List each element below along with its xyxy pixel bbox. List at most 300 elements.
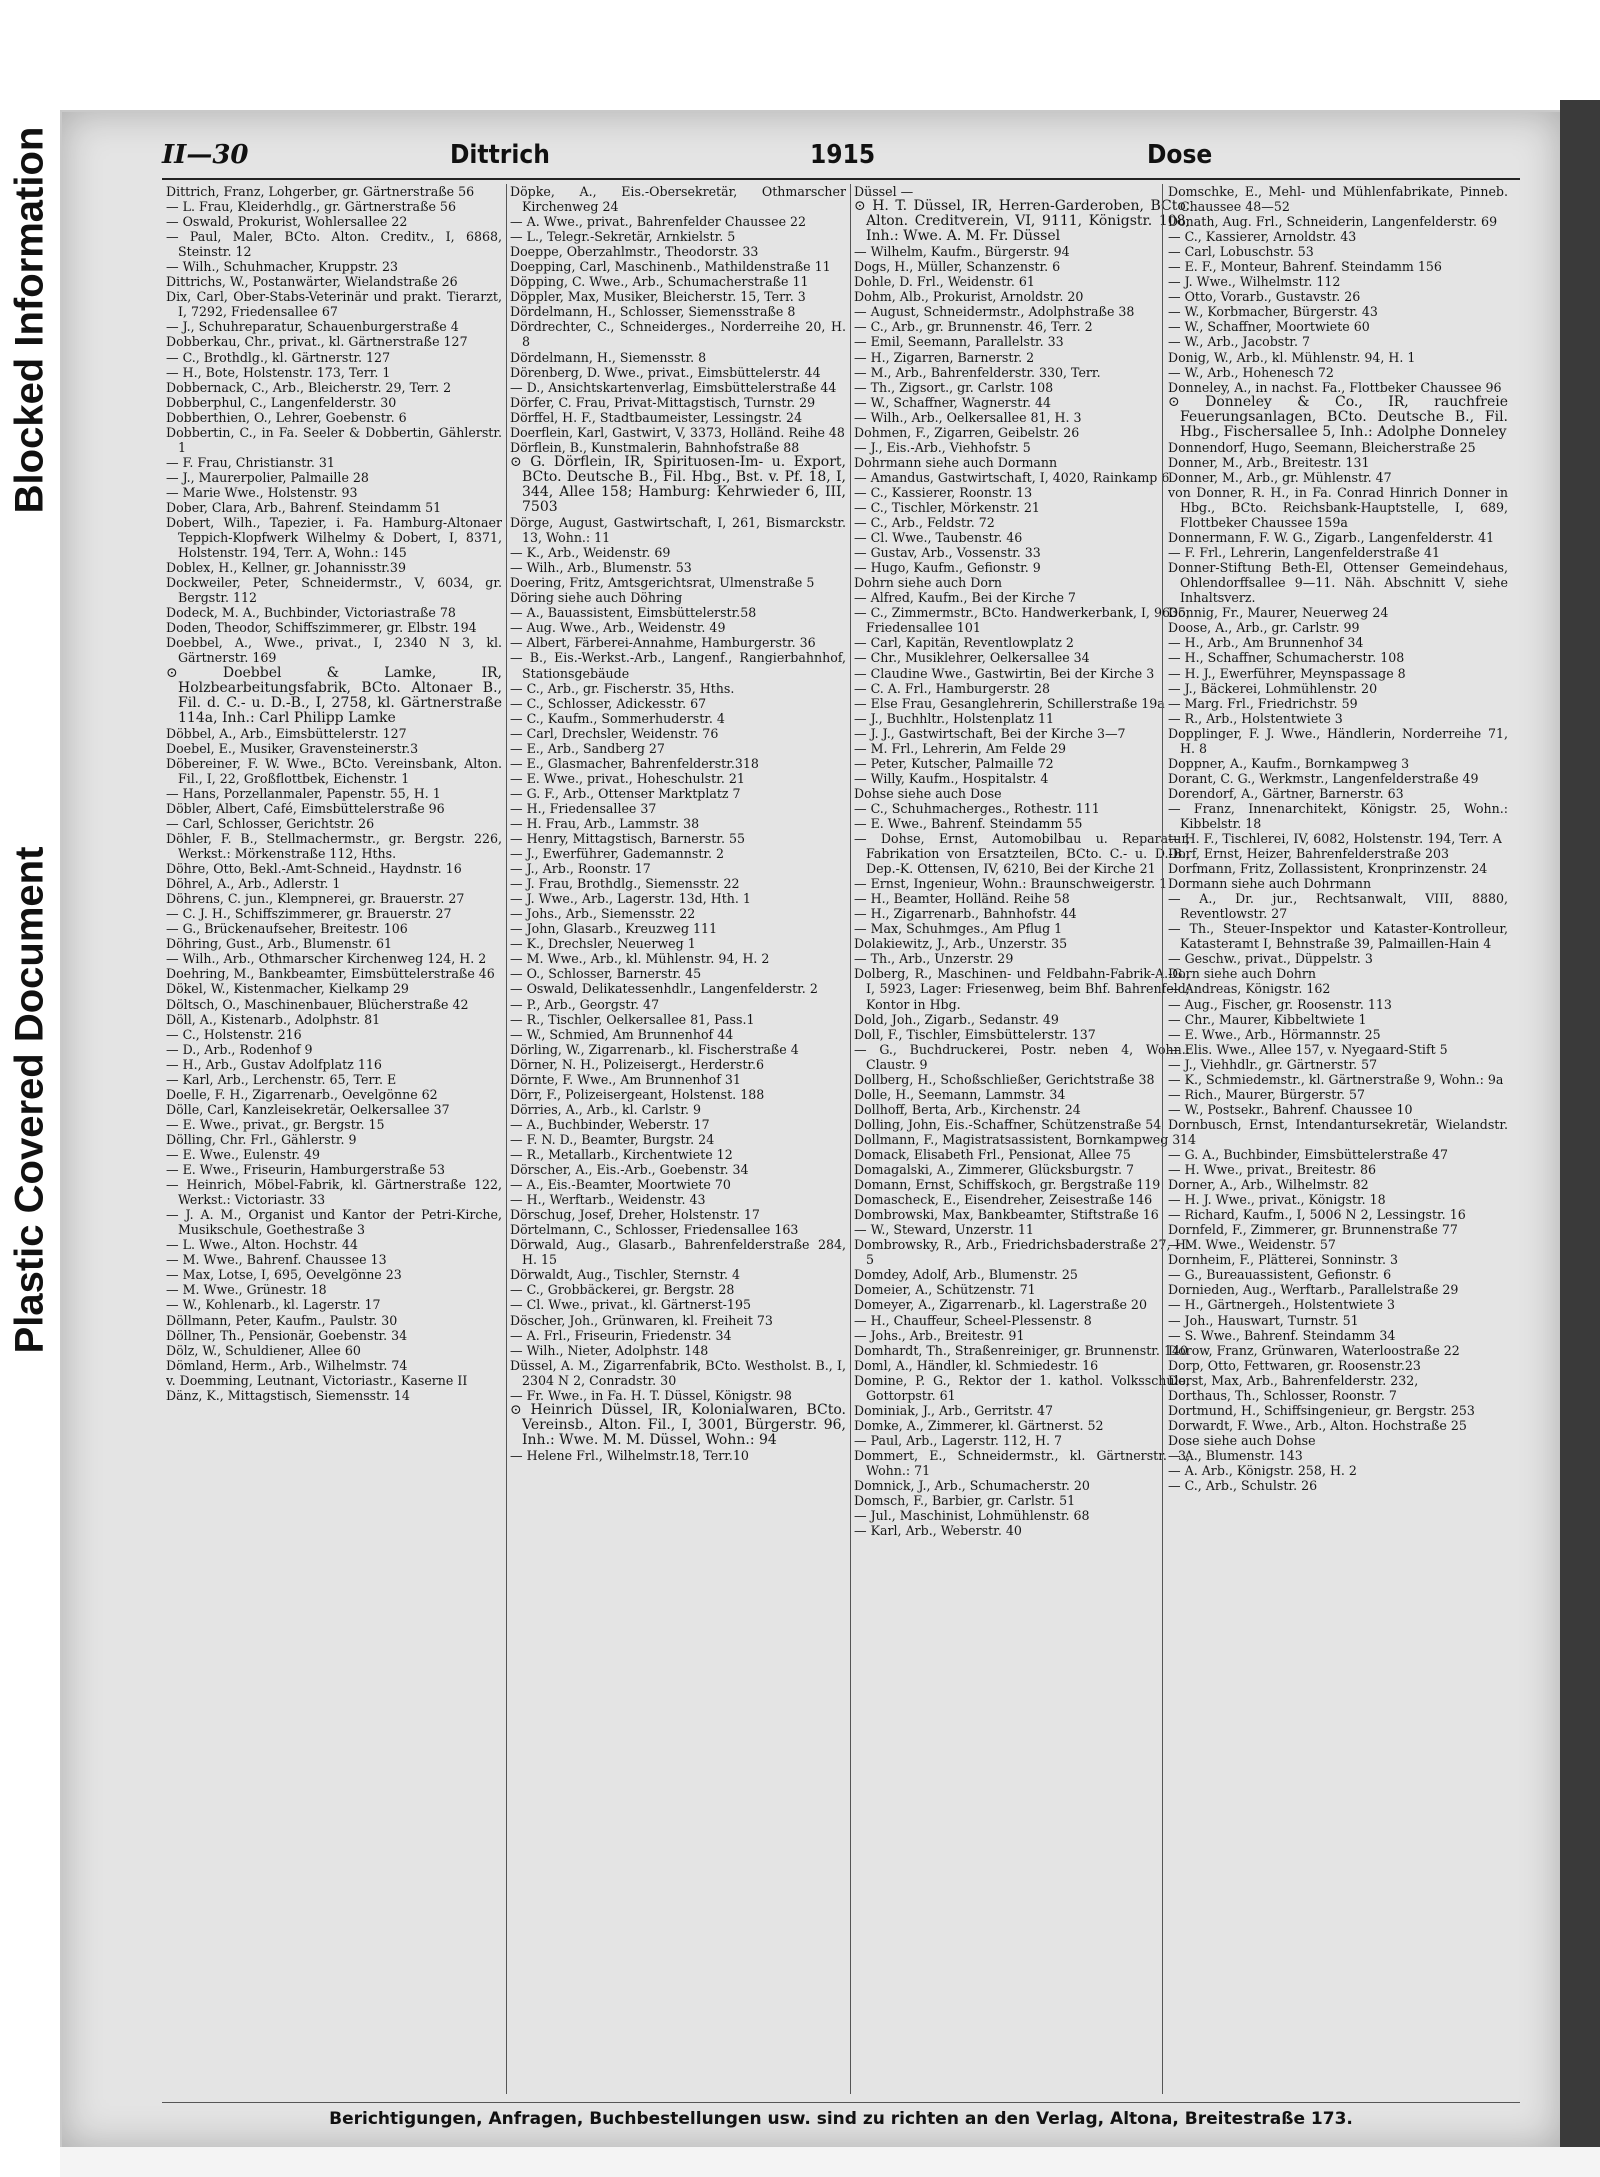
directory-entry: — M. Frl., Lehrerin, Am Felde 29 bbox=[854, 740, 1066, 756]
directory-entry: — C., Brothdlg., kl. Gärtnerstr. 127 bbox=[166, 349, 391, 365]
directory-entry: Dortmund, H., Schiffsingenieur, gr. Bergstr. 253 bbox=[1168, 1402, 1475, 1418]
directory-entry: — Karl, Arb., Weberstr. 40 bbox=[854, 1523, 1022, 1539]
directory-entry: Donner, M., Arb., gr. Mühlenstr. 47 bbox=[1168, 469, 1392, 485]
directory-entry: — Wilh., Arb., Blumenstr. 53 bbox=[510, 560, 692, 576]
directory-entry: — Cl. Wwe., Taubenstr. 46 bbox=[854, 530, 1023, 546]
directory-entry: Dänz, K., Mittagstisch, Siemensstr. 14 bbox=[166, 1387, 410, 1403]
directory-entry: — C. J. H., Schiffszimmerer, gr. Brauerstr. 27 bbox=[166, 906, 452, 922]
directory-entry: — Andreas, Königstr. 162 bbox=[1168, 981, 1331, 997]
directory-entry: Döpping, C. Wwe., Arb., Schumacherstraße 11 bbox=[510, 274, 809, 290]
header-rule bbox=[162, 178, 1520, 180]
directory-entry: Doebel, E., Musiker, Gravensteinerstr.3 bbox=[166, 740, 419, 756]
directory-entry: — A., Dr. jur., Rechtsanwalt, VIII, 8880, Reventlowstr. 27 bbox=[1168, 891, 1508, 922]
plastic-covered-label: Plastic Covered Document bbox=[7, 846, 52, 1354]
directory-entry: ⊙ Heinrich Düssel, IR, Kolonialwaren, BCto. Vereinsb., Alton. Fil., I, 3001, Bürgerstr. 96, Inh.: Wwe. M. M. Düssel, Wohn.: 94 bbox=[510, 1401, 846, 1448]
directory-entry: — E. Wwe., Arb., Hörmannstr. 25 bbox=[1168, 1026, 1381, 1042]
directory-entry: Dörling, W., Zigarrenarb., kl. Fischerstraße 4 bbox=[510, 1041, 799, 1057]
directory-entry: — Aug. Wwe., Arb., Weidenstr. 49 bbox=[510, 620, 726, 636]
directory-entry: — Oswald, Delikatessenhdlr., Langenfelderstr. 2 bbox=[510, 981, 818, 997]
directory-entry: — Th., Zigsort., gr. Carlstr. 108 bbox=[854, 379, 1054, 395]
directory-entry: — Paul, Maler, BCto. Alton. Creditv., I, 6868, Steinstr. 12 bbox=[166, 229, 502, 260]
directory-entry: Dobberthien, O., Lehrer, Goebenstr. 6 bbox=[166, 409, 407, 425]
directory-entry: Dohle, D. Frl., Weidenstr. 61 bbox=[854, 274, 1035, 290]
directory-entry: — J. Wwe., Wilhelmstr. 112 bbox=[1168, 274, 1341, 290]
directory-entry: Dold, Joh., Zigarb., Sedanstr. 49 bbox=[854, 1011, 1059, 1027]
directory-entry: — J. A. M., Organist und Kantor der Petri-Kirche, Musikschule, Goethestraße 3 bbox=[166, 1207, 502, 1238]
directory-entry: Dorn siehe auch Dohrn bbox=[1168, 966, 1317, 982]
column-divider bbox=[506, 184, 507, 2094]
directory-entry: — E. Wwe., privat., gr. Bergstr. 15 bbox=[166, 1116, 385, 1132]
directory-entry: Dominiak, J., Arb., Gerritstr. 47 bbox=[854, 1402, 1054, 1418]
directory-entry: Donath, Aug. Frl., Schneiderin, Langenfelderstr. 69 bbox=[1168, 214, 1498, 230]
column-1 bbox=[166, 184, 502, 2094]
directory-entry: — Rich., Maurer, Bürgerstr. 57 bbox=[1168, 1086, 1366, 1102]
directory-entry: — Joh., Hauswart, Turnstr. 51 bbox=[1168, 1312, 1359, 1328]
directory-entry: — J., Viehhdlr., gr. Gärtnerstr. 57 bbox=[1168, 1056, 1378, 1072]
directory-entry: — C., Arb., gr. Fischerstr. 35, Hths. bbox=[510, 680, 735, 696]
directory-entry: — E. Wwe., Friseurin, Hamburgerstraße 53 bbox=[166, 1162, 446, 1178]
directory-entry: Dörr, F., Polizeisergeant, Holstenst. 188 bbox=[510, 1086, 765, 1102]
directory-entry: — C., Schlosser, Adickesstr. 67 bbox=[510, 695, 707, 711]
directory-entry: Doeppe, Oberzahlmstr., Theodorstr. 33 bbox=[510, 244, 759, 260]
directory-entry: Döhring, Gust., Arb., Blumenstr. 61 bbox=[166, 936, 392, 952]
directory-entry: — H., Arb., Gustav Adolfplatz 116 bbox=[166, 1056, 382, 1072]
directory-entry: ⊙ Doebbel & Lamke, IR, Holzbearbeitungsfabrik, BCto. Altonaer B., Fil. d. C.- u. D.-B., I, 2758, kl. Gärtnerstraße 114a, Inh.: Carl Philipp Lamke bbox=[166, 664, 502, 726]
directory-entry: Doden, Theodor, Schiffszimmerer, gr. Elbstr. 194 bbox=[166, 620, 477, 636]
directory-entry: — H., Bote, Holstenstr. 173, Terr. 1 bbox=[166, 364, 391, 380]
directory-entry: — H. Frau, Arb., Lammstr. 38 bbox=[510, 815, 700, 831]
directory-entry: — R., Metallarb., Kirchentwiete 12 bbox=[510, 1147, 733, 1162]
directory-entry: — M. Wwe., Weidenstr. 57 bbox=[1168, 1237, 1336, 1253]
directory-entry: — M. Wwe., Bahrenf. Chaussee 13 bbox=[166, 1252, 387, 1268]
column-4 bbox=[1168, 184, 1508, 2094]
directory-entry: — Wilh., Arb., Oelkersallee 81, H. 3 bbox=[854, 409, 1082, 425]
column-divider bbox=[1162, 184, 1163, 2094]
directory-entry: — E. Wwe., privat., Hoheschulstr. 21 bbox=[510, 770, 745, 786]
directory-entry: — J., Maurerpolier, Palmaille 28 bbox=[166, 469, 369, 485]
directory-entry: v. Doemming, Leutnant, Victoriastr., Kaserne II bbox=[166, 1372, 468, 1388]
directory-entry: Döbereiner, F. W. Wwe., BCto. Vereinsbank, Alton. Fil., I, 22, Großflottbek, Eichenstr. 1 bbox=[166, 755, 502, 786]
directory-entry: Donig, W., Arb., kl. Mühlenstr. 94, H. 1 bbox=[1168, 349, 1416, 365]
directory-entry: — Ernst, Ingenieur, Wohn.: Braunschweigerstr. 1 bbox=[854, 876, 1168, 892]
directory-entry: — H., Beamter, Holländ. Reihe 58 bbox=[854, 891, 1070, 907]
directory-entry: ⊙ G. Dörflein, IR, Spirituosen-Im- u. Export, BCto. Deutsche B., Fil. Hbg., Bst. v. Pf. 18, I, 344, Allee 158; Hamburg: Kehrwieder 6, III, 7503 bbox=[510, 453, 846, 515]
directory-entry: Domhardt, Th., Straßenreiniger, gr. Brunnenstr. 140 bbox=[854, 1342, 1188, 1358]
directory-entry: — Wilhelm, Kaufm., Bürgerstr. 94 bbox=[854, 244, 1070, 260]
directory-entry: — Helene Frl., Wilhelmstr.18, Terr.10 bbox=[510, 1447, 749, 1463]
directory-entry: — Wilh., Arb., Othmarscher Kirchenweg 124, H. 2 bbox=[166, 951, 487, 967]
directory-entry: — August, Schneidermstr., Adolphstraße 38 bbox=[854, 304, 1135, 320]
page-header bbox=[62, 140, 1560, 174]
directory-entry: Doose, A., Arb., gr. Carlstr. 99 bbox=[1168, 620, 1360, 636]
directory-entry: Dorfmann, Fritz, Zollassistent, Kronprinzenstr. 24 bbox=[1168, 861, 1488, 877]
directory-entry: Dorwardt, F. Wwe., Arb., Alton. Hochstraße 25 bbox=[1168, 1417, 1467, 1433]
page-number: II—30 bbox=[162, 140, 249, 170]
directory-entry: — Elis. Wwe., Allee 157, v. Nyegaard-Stift 5 bbox=[1168, 1041, 1448, 1057]
directory-entry: — J., Buchhltr., Holstenplatz 11 bbox=[854, 710, 1055, 726]
directory-entry: Dörner, N. H., Polizeisergt., Herderstr.6 bbox=[510, 1056, 765, 1072]
book-edge bbox=[1560, 100, 1600, 2177]
directory-entry: — D., Ansichtskartenverlag, Eimsbüttelerstraße 44 bbox=[510, 379, 837, 395]
directory-entry: Dolakiewitz, J., Arb., Unzerstr. 35 bbox=[854, 936, 1068, 952]
directory-entry: Düssel, A. M., Zigarrenfabrik, BCto. Westholst. B., I, 2304 N 2, Conradstr. 30 bbox=[510, 1357, 846, 1388]
directory-entry: Döbler, Albert, Café, Eimsbüttelerstraße 96 bbox=[166, 800, 445, 816]
directory-entry: — Otto, Vorarb., Gustavstr. 26 bbox=[1168, 289, 1361, 305]
directory-entry: Dorp, Otto, Fettwaren, gr. Roosenstr.23 bbox=[1168, 1357, 1421, 1373]
directory-entry: — A., Buchbinder, Weberstr. 17 bbox=[510, 1116, 710, 1132]
directory-entry: — Wilh., Schuhmacher, Kruppstr. 23 bbox=[166, 259, 399, 275]
directory-entry: — C., Zimmermstr., BCto. Handwerkerbank, I, 9635, Friedensallee 101 bbox=[854, 605, 1190, 636]
directory-entry: Dorthaus, Th., Schlosser, Roonstr. 7 bbox=[1168, 1387, 1397, 1403]
directory-entry: Dohm, Alb., Prokurist, Arnoldstr. 20 bbox=[854, 289, 1084, 305]
directory-entry: Donnendorf, Hugo, Seemann, Bleicherstraße 25 bbox=[1168, 439, 1476, 455]
directory-entry: Dorst, Max, Arb., Bahrenfelderstr. 232, bbox=[1168, 1372, 1419, 1388]
directory-entry: Döbbel, A., Arb., Eimsbüttelerstr. 127 bbox=[166, 725, 407, 741]
directory-entry: — L. Frau, Kleiderhdlg., gr. Gärtnerstraße 56 bbox=[166, 199, 456, 215]
directory-entry: — E., Glasmacher, Bahrenfelderstr.318 bbox=[510, 755, 759, 771]
directory-entry: — K., Arb., Weidenstr. 69 bbox=[510, 545, 671, 561]
directory-entry: Dobberphul, C., Langenfelderstr. 30 bbox=[166, 394, 397, 410]
directory-entry: — Emil, Seemann, Parallelstr. 33 bbox=[854, 334, 1064, 350]
directory-entry: — K., Schmiedemstr., kl. Gärtnerstraße 9, Wohn.: 9a bbox=[1168, 1071, 1504, 1087]
directory-entry: — H. J. Wwe., privat., Königstr. 18 bbox=[1168, 1192, 1386, 1208]
directory-entry: Dörge, August, Gastwirtschaft, I, 261, Bismarckstr. 13, Wohn.: 11 bbox=[510, 515, 846, 546]
directory-entry: Dorner, A., Arb., Wilhelmstr. 82 bbox=[1168, 1177, 1369, 1193]
directory-entry: Dörries, A., Arb., kl. Carlstr. 9 bbox=[510, 1101, 701, 1117]
directory-entry: — W., Schaffner, Moortwiete 60 bbox=[1168, 319, 1370, 335]
directory-entry: Doll, F., Tischler, Eimsbüttelerstr. 137 bbox=[854, 1026, 1096, 1042]
directory-entry: Düssel — bbox=[854, 184, 914, 199]
directory-entry: Dörflein, B., Kunstmalerin, Bahnhofstraße 88 bbox=[510, 439, 800, 455]
directory-entry: Döllner, Th., Pensionär, Goebenstr. 34 bbox=[166, 1327, 408, 1343]
first-entry-word: Dittrich bbox=[450, 140, 550, 170]
directory-entry: — G., Bureauassistent, Gefionstr. 6 bbox=[1168, 1267, 1392, 1283]
directory-entry: Dömland, Herm., Arb., Wilhelmstr. 74 bbox=[166, 1357, 408, 1373]
directory-entry: Dölz, W., Schuldiener, Allee 60 bbox=[166, 1342, 361, 1358]
directory-entry: — C., Kassierer, Roonstr. 13 bbox=[854, 484, 1033, 500]
directory-entry: Dohmen, F., Zigarren, Geibelstr. 26 bbox=[854, 424, 1080, 440]
directory-entry: Domke, A., Zimmerer, kl. Gärtnerst. 52 bbox=[854, 1417, 1104, 1433]
directory-entry: Döhre, Otto, Bekl.-Amt-Schneid., Haydnstr. 16 bbox=[166, 861, 462, 877]
directory-entry: Döscher, Joh., Grünwaren, kl. Freiheit 73 bbox=[510, 1312, 773, 1328]
directory-entry: — F. Frau, Christianstr. 31 bbox=[166, 454, 335, 470]
directory-entry: — Max, Lotse, I, 695, Oevelgönne 23 bbox=[166, 1267, 402, 1283]
directory-entry: — Jul., Maschinist, Lohmühlenstr. 68 bbox=[854, 1508, 1090, 1524]
directory-entry: — Alfred, Kaufm., Bei der Kirche 7 bbox=[854, 590, 1076, 606]
directory-entry: Dodeck, M. A., Buchbinder, Victoriastraße 78 bbox=[166, 605, 456, 621]
directory-entry: Donnig, Fr., Maurer, Neuerweg 24 bbox=[1168, 605, 1389, 621]
directory-entry: — C., Grobbäckerei, gr. Bergstr. 28 bbox=[510, 1282, 735, 1298]
directory-entry: — E., Arb., Sandberg 27 bbox=[510, 740, 665, 756]
directory-entry: — Claudine Wwe., Gastwirtin, Bei der Kirche 3 bbox=[854, 665, 1155, 681]
directory-entry: ⊙ Donneley & Co., IR, rauchfreie Feuerungsanlagen, BCto. Deutsche B., Fil. Hbg., Fischersallee 5, Inh.: Adolphe Donneley bbox=[1168, 393, 1508, 440]
directory-entry: — Dohse, Ernst, Automobilbau u. Reparatur, Fabrikation von Ersatzteilen, BCto. C.- u. D.-B., Dep.-K. Ottensen, IV, 6210, Bei der Kirche 21 bbox=[854, 831, 1190, 877]
directory-entry: — A., Bauassistent, Eimsbüttelerstr.58 bbox=[510, 605, 757, 621]
directory-entry: — C., Kaufm., Sommerhuderstr. 4 bbox=[510, 710, 725, 726]
directory-entry: Donneley, A., in nachst. Fa., Flottbeker Chaussee 96 bbox=[1168, 379, 1502, 395]
directory-entry: — H., Zigarrenarb., Bahnhofstr. 44 bbox=[854, 906, 1077, 922]
directory-entry: Dörscher, A., Eis.-Arb., Goebenstr. 34 bbox=[510, 1162, 749, 1178]
directory-entry: — C., Arb., gr. Brunnenstr. 46, Terr. 2 bbox=[854, 319, 1093, 335]
directory-entry: Dohrmann siehe auch Dormann bbox=[854, 454, 1058, 470]
directory-entry: Dobert, Wilh., Tapezier, i. Fa. Hamburg-Altonaer Teppich-Klopfwerk Wilhelmy & Dobert, I, 8371, Holstenstr. 194, Terr. A, Wohn.: 145 bbox=[166, 515, 502, 561]
directory-entry: — W., Kohlenarb., kl. Lagerstr. 17 bbox=[166, 1297, 381, 1313]
directory-entry: Dörschug, Josef, Dreher, Holstenstr. 17 bbox=[510, 1207, 760, 1223]
directory-entry: Dördelmann, H., Schlosser, Siemensstraße 8 bbox=[510, 304, 796, 320]
directory-entry: — Oswald, Prokurist, Wohlersallee 22 bbox=[166, 214, 408, 230]
directory-entry: — W., Steward, Unzerstr. 11 bbox=[854, 1222, 1034, 1238]
directory-entry: — C., Arb., Schulstr. 26 bbox=[1168, 1478, 1318, 1494]
directory-entry: Domack, Elisabeth Frl., Pensionat, Allee 75 bbox=[854, 1147, 1131, 1162]
directory-entry: — C., Arb., Feldstr. 72 bbox=[854, 515, 995, 531]
directory-entry: Domeier, A., Schützenstr. 71 bbox=[854, 1282, 1036, 1298]
last-entry-word: Dose bbox=[1147, 140, 1213, 170]
directory-entry: — Carl, Drechsler, Weidenstr. 76 bbox=[510, 725, 719, 741]
directory-entry: — E. F., Monteur, Bahrenf. Steindamm 156 bbox=[1168, 259, 1442, 275]
directory-entry: Dober, Clara, Arb., Bahrenf. Steindamm 51 bbox=[166, 499, 442, 515]
directory-entry: — Willy, Kaufm., Hospitalstr. 4 bbox=[854, 770, 1049, 786]
directory-entry: Doblex, H., Kellner, gr. Johannisstr.39 bbox=[166, 560, 406, 576]
directory-entry: — R., Arb., Holstentwiete 3 bbox=[1168, 710, 1343, 726]
directory-entry: — Karl, Arb., Lerchenstr. 65, Terr. E bbox=[166, 1071, 397, 1087]
directory-entry: Dohrn siehe auch Dorn bbox=[854, 575, 1003, 591]
directory-entry: Dombrowski, Max, Bankbeamter, Stiftstraße 16 bbox=[854, 1207, 1159, 1223]
directory-entry: — H., Schaffner, Schumacherstr. 108 bbox=[1168, 650, 1405, 666]
directory-entry: — Marie Wwe., Holstenstr. 93 bbox=[166, 484, 358, 500]
directory-entry: — H., Werftarb., Weidenstr. 43 bbox=[510, 1192, 706, 1208]
directory-entry: — J., Eis.-Arb., Viehhofstr. 5 bbox=[854, 439, 1031, 455]
directory-entry: Dobbernack, C., Arb., Bleicherstr. 29, Terr. 2 bbox=[166, 379, 452, 395]
directory-entry: Doml, A., Händler, kl. Schmiedestr. 16 bbox=[854, 1357, 1099, 1373]
directory-entry: Dörwald, Aug., Glasarb., Bahrenfelderstraße 284, H. 15 bbox=[510, 1237, 846, 1268]
directory-entry: — Max, Schuhmges., Am Pflug 1 bbox=[854, 921, 1063, 937]
directory-entry: — E. Wwe., Bahrenf. Steindamm 55 bbox=[854, 815, 1083, 831]
directory-entry: — H., Friedensallee 37 bbox=[510, 800, 657, 816]
directory-entry: Doebbel, A., Wwe., privat., I, 2340 N 3, kl. Gärtnerstr. 169 bbox=[166, 635, 502, 666]
directory-entry: — G., Buchdruckerei, Postr. neben 4, Wohn.: Claustr. 9 bbox=[854, 1041, 1190, 1072]
directory-entry: Domsch, F., Barbier, gr. Carlstr. 51 bbox=[854, 1493, 1076, 1509]
directory-entry: — Albert, Färberei-Annahme, Hamburgerstr. 36 bbox=[510, 635, 816, 651]
directory-entry: — J., Ewerführer, Gademannstr. 2 bbox=[510, 846, 725, 862]
directory-entry: — Paul, Arb., Lagerstr. 112, H. 7 bbox=[854, 1432, 1062, 1448]
directory-entry: — A. Arb., Königstr. 258, H. 2 bbox=[1168, 1462, 1357, 1478]
directory-entry: — Aug., Fischer, gr. Roosenstr. 113 bbox=[1168, 996, 1392, 1012]
directory-entry: Domagalski, A., Zimmerer, Glücksburgstr. 7 bbox=[854, 1162, 1134, 1178]
directory-entry: Doerflein, Karl, Gastwirt, V, 3373, Holländ. Reihe 48 bbox=[510, 424, 845, 440]
directory-entry: — M. Wwe., Arb., kl. Mühlenstr. 94, H. 2 bbox=[510, 951, 770, 967]
directory-entry: — M. Wwe., Grünestr. 18 bbox=[166, 1282, 327, 1298]
directory-entry: — J. Frau, Brothdlg., Siemensstr. 22 bbox=[510, 876, 740, 892]
publisher-footer: Berichtigungen, Anfragen, Buchbestellungen usw. sind zu richten an den Verlag, Altona, Breitestraße 173. bbox=[162, 2102, 1520, 2129]
directory-entry: Dorant, C. G., Werkmstr., Langenfelderstraße 49 bbox=[1168, 770, 1479, 786]
directory-entry: Dörffel, H. F., Stadtbaumeister, Lessingstr. 24 bbox=[510, 409, 803, 425]
directory-entry: Dornfeld, F., Zimmerer, gr. Brunnenstraße 77 bbox=[1168, 1222, 1458, 1238]
directory-entry: Domann, Ernst, Schiffskoch, gr. Bergstraße 119 bbox=[854, 1177, 1161, 1193]
directory-entry: — E. Wwe., Eulenstr. 49 bbox=[166, 1147, 321, 1162]
directory-entry: — Cl. Wwe., privat., kl. Gärtnerst-195 bbox=[510, 1297, 751, 1313]
directory-entry: Domascheck, E., Eisendreher, Zeisestraße 146 bbox=[854, 1192, 1153, 1208]
directory-entry: Dörenberg, D. Wwe., privat., Eimsbüttelerstr. 44 bbox=[510, 364, 821, 380]
directory-entry: ⊙ H. T. Düssel, IR, Herren-Garderoben, BCto. Alton. Creditverein, VI, 9111, Königstr. 108, Inh.: Wwe. A. M. Fr. Düssel bbox=[854, 198, 1190, 245]
directory-entry: — H. F., Tischlerei, IV, 6082, Holstenstr. 194, Terr. A bbox=[1168, 831, 1502, 847]
directory-entry: — Carl, Schlosser, Gerichtstr. 26 bbox=[166, 815, 375, 831]
directory-entry: — O., Schlosser, Barnerstr. 45 bbox=[510, 966, 702, 982]
directory-entry: — R., Tischler, Oelkersallee 81, Pass.1 bbox=[510, 1011, 755, 1027]
directory-entry: — Johs., Arb., Siemensstr. 22 bbox=[510, 906, 696, 922]
directory-entry: Donner, M., Arb., Breitestr. 131 bbox=[1168, 454, 1370, 470]
directory-entry: Domschke, E., Mehl- und Mühlenfabrikate, Pinneb. Chaussee 48—52 bbox=[1168, 184, 1508, 215]
column-2 bbox=[510, 184, 846, 2094]
directory-entry: — Geschw., privat., Düppelstr. 3 bbox=[1168, 951, 1373, 967]
directory-entry: — G., Brückenaufseher, Breitestr. 106 bbox=[166, 921, 408, 937]
blocked-information-label: Blocked Information bbox=[7, 126, 52, 514]
directory-entry: — W., Korbmacher, Bürgerstr. 43 bbox=[1168, 304, 1378, 320]
directory-entry: Donner-Stiftung Beth-El, Ottenser Gemeindehaus, Ohlendorffsallee 9—11. Näh. Abschnitt V, siehe Inhaltsverz. bbox=[1168, 560, 1508, 606]
directory-entry: — W., Schmied, Am Brunnenhof 44 bbox=[510, 1026, 734, 1042]
directory-entry: Döltsch, O., Maschinenbauer, Blücherstraße 42 bbox=[166, 996, 469, 1012]
directory-entry: Dollmann, F., Magistratsassistent, Bornkampweg 3 bbox=[854, 1131, 1181, 1147]
directory-entry: Dornheim, F., Plätterei, Sonninstr. 3 bbox=[1168, 1252, 1398, 1268]
directory-entry: — Hugo, Kaufm., Gefionstr. 9 bbox=[854, 560, 1041, 576]
directory-entry: Dornbusch, Ernst, Intendantursekretär, Wielandstr. 14 bbox=[1168, 1116, 1508, 1147]
directory-entry: Dolberg, R., Maschinen- und Feldbahn-Fabrik-A.-G., I, 5923, Lager: Friesenweg, beim Bhf. Bahrenfeld; Kontor in Hbg. bbox=[854, 966, 1190, 1012]
directory-entry: Dockweiler, Peter, Schneidermstr., V, 6034, gr. Bergstr. 112 bbox=[166, 575, 502, 606]
directory-entry: — H., Chauffeur, Scheel-Plessenstr. 8 bbox=[854, 1312, 1092, 1328]
directory-entry: Doelle, F. H., Zigarrenarb., Oevelgönne 62 bbox=[166, 1086, 438, 1102]
directory-entry: Doppner, A., Kaufm., Bornkampweg 3 bbox=[1168, 755, 1410, 771]
directory-entry: — J., Bäckerei, Lohmühlenstr. 20 bbox=[1168, 680, 1378, 696]
directory-entry: — J., Arb., Roonstr. 17 bbox=[510, 861, 651, 877]
directory-entry: Döpke, A., Eis.-Obersekretär, Othmarscher Kirchenweg 24 bbox=[510, 184, 846, 215]
directory-entry: — G. A., Buchbinder, Eimsbüttelerstraße 47 bbox=[1168, 1147, 1449, 1162]
directory-entry: — F. N. D., Beamter, Burgstr. 24 bbox=[510, 1131, 715, 1147]
directory-entry: Domeyer, A., Zigarrenarb., kl. Lagerstraße 20 bbox=[854, 1297, 1147, 1313]
directory-entry: — S. Wwe., Bahrenf. Steindamm 34 bbox=[1168, 1327, 1396, 1343]
directory-page bbox=[62, 112, 1560, 2147]
directory-entry: — L. Wwe., Alton. Hochstr. 44 bbox=[166, 1237, 358, 1253]
directory-entry: — C., Holstenstr. 216 bbox=[166, 1026, 302, 1042]
directory-entry: Dopplinger, F. J. Wwe., Händlerin, Norderreihe 71, H. 8 bbox=[1168, 725, 1508, 756]
directory-entry: Dormann siehe auch Dohrmann bbox=[1168, 876, 1372, 892]
directory-entry: Döllmann, Peter, Kaufm., Paulstr. 30 bbox=[166, 1312, 398, 1328]
directory-entry: Doehring, M., Bankbeamter, Eimsbüttelerstraße 46 bbox=[166, 966, 495, 982]
directory-entry: — Peter, Kutscher, Palmaille 72 bbox=[854, 755, 1054, 771]
directory-entry: — W., Arb., Jacobstr. 7 bbox=[1168, 334, 1310, 350]
directory-entry: — Carl, Kapitän, Reventlowplatz 2 bbox=[854, 635, 1074, 651]
directory-entry: — K., Drechsler, Neuerweg 1 bbox=[510, 936, 696, 952]
directory-entry: Domine, P. G., Rektor der 1. kathol. Volksschule, Gottorpstr. 61 bbox=[854, 1372, 1190, 1403]
directory-entry: — A., Blumenstr. 143 bbox=[1168, 1447, 1303, 1463]
directory-entry: — Hans, Porzellanmaler, Papenstr. 55, H. 1 bbox=[166, 785, 441, 801]
directory-entry: — Johs., Arb., Breitestr. 91 bbox=[854, 1327, 1025, 1343]
directory-entry: — C., Kassierer, Arnoldstr. 43 bbox=[1168, 229, 1357, 245]
directory-entry: — Chr., Maurer, Kibbeltwiete 1 bbox=[1168, 1011, 1367, 1027]
directory-entry: Dommert, E., Schneidermstr., kl. Gärtnerstr. 3, Wohn.: 71 bbox=[854, 1447, 1190, 1478]
directory-entry: Dörnte, F. Wwe., Am Brunnenhof 31 bbox=[510, 1071, 741, 1087]
directory-entry: — G. F., Arb., Ottenser Marktplatz 7 bbox=[510, 785, 741, 801]
directory-entry: — John, Glasarb., Kreuzweg 111 bbox=[510, 921, 718, 937]
directory-entry: Dittrichs, W., Postanwärter, Wielandstraße 26 bbox=[166, 274, 458, 290]
directory-entry: Dorow, Franz, Grünwaren, Waterloostraße 22 bbox=[1168, 1342, 1460, 1358]
directory-entry: — Marg. Frl., Friedrichstr. 59 bbox=[1168, 695, 1358, 711]
directory-entry: Doering, Fritz, Amtsgerichtsrat, Ulmenstraße 5 bbox=[510, 575, 815, 591]
directory-entry: — B., Eis.-Werkst.-Arb., Langenf., Rangierbahnhof, Stationsgebäude bbox=[510, 650, 846, 681]
directory-entry: — P., Arb., Georgstr. 47 bbox=[510, 996, 660, 1012]
directory-entry: — Th., Steuer-Inspektor und Kataster-Kontrolleur, Katasteramt I, Behnstraße 39, Palmaillen-Hain 4 bbox=[1168, 921, 1508, 952]
directory-entry: Döring siehe auch Döhring bbox=[510, 590, 683, 606]
directory-entry: Dorf, Ernst, Heizer, Bahrenfelderstraße 203 bbox=[1168, 846, 1450, 862]
directory-entry: — H. Wwe., privat., Breitestr. 86 bbox=[1168, 1162, 1377, 1178]
directory-entry: — C., Schuhmacherges., Rothestr. 111 bbox=[854, 800, 1100, 816]
column-3 bbox=[854, 184, 1190, 2094]
directory-entry: Dohse siehe auch Dose bbox=[854, 785, 1002, 801]
top-margin bbox=[60, 0, 1600, 110]
directory-entry: — W., Postsekr., Bahrenf. Chaussee 10 bbox=[1168, 1101, 1413, 1117]
directory-entry: — C. A. Frl., Hamburgerstr. 28 bbox=[854, 680, 1051, 696]
directory-entry: Döhler, F. B., Stellmachermstr., gr. Bergstr. 226, Werkst.: Mörkenstraße 112, Hths. bbox=[166, 831, 502, 862]
directory-entry: — L., Telegr.-Sekretär, Arnkielstr. 5 bbox=[510, 229, 736, 245]
year: 1915 bbox=[810, 140, 876, 170]
directory-entry: Doepping, Carl, Maschinenb., Mathildenstraße 11 bbox=[510, 259, 831, 275]
directory-entry: Dölling, Chr. Frl., Gählerstr. 9 bbox=[166, 1131, 357, 1147]
directory-entry: Döppler, Max, Musiker, Bleicherstr. 15, Terr. 3 bbox=[510, 289, 806, 305]
directory-entry: Dörtelmann, C., Schlosser, Friedensallee 163 bbox=[510, 1222, 799, 1238]
directory-entry: — J. J., Gastwirtschaft, Bei der Kirche 3—7 bbox=[854, 725, 1126, 741]
directory-entry: — H. J., Ewerführer, Meynspassage 8 bbox=[1168, 665, 1406, 681]
directory-entry: Dördelmann, H., Siemensstr. 8 bbox=[510, 349, 707, 365]
directory-entry: — Th., Arb., Unzerstr. 29 bbox=[854, 951, 1014, 967]
directory-entry: — J., Schuhreparatur, Schauenburgerstraße 4 bbox=[166, 319, 459, 335]
directory-entry: — D., Arb., Rodenhof 9 bbox=[166, 1041, 313, 1057]
directory-entry: — Heinrich, Möbel-Fabrik, kl. Gärtnerstraße 122, Werkst.: Victoriastr. 33 bbox=[166, 1177, 502, 1208]
directory-entry: Dornieden, Aug., Werftarb., Parallelstraße 29 bbox=[1168, 1282, 1459, 1298]
column-divider bbox=[850, 184, 851, 2094]
directory-entry: — Else Frau, Gesanglehrerin, Schillerstraße 19a bbox=[854, 695, 1165, 711]
directory-entry: — M., Arb., Bahrenfelderstr. 330, Terr. bbox=[854, 364, 1101, 380]
directory-entry: — H., Zigarren, Barnerstr. 2 bbox=[854, 349, 1035, 365]
directory-entry: — Fr. Wwe., in Fa. H. T. Düssel, Königstr. 98 bbox=[510, 1387, 792, 1403]
directory-entry: Dix, Carl, Ober-Stabs-Veterinär und prakt. Tierarzt, I, 7292, Friedensallee 67 bbox=[166, 289, 502, 320]
directory-entry: — W., Schaffner, Wagnerstr. 44 bbox=[854, 394, 1051, 410]
directory-entry: Dollberg, H., Schoßschließer, Gerichtstraße 38 bbox=[854, 1071, 1155, 1087]
directory-entry: Döhrens, C. jun., Klempnerei, gr. Brauerstr. 27 bbox=[166, 891, 465, 907]
directory-entry: Dölle, Carl, Kanzleisekretär, Oelkersallee 37 bbox=[166, 1101, 450, 1117]
directory-entry: Dolling, John, Eis.-Schaffner, Schützenstraße 54 bbox=[854, 1116, 1162, 1132]
directory-entry: — Chr., Musiklehrer, Oelkersallee 34 bbox=[854, 650, 1090, 666]
directory-entry: — A. Frl., Friseurin, Friedenstr. 34 bbox=[510, 1327, 732, 1343]
directory-entry: Dörwaldt, Aug., Tischler, Sternstr. 4 bbox=[510, 1267, 741, 1283]
directory-entry: Dittrich, Franz, Lohgerber, gr. Gärtnerstraße 56 bbox=[166, 184, 475, 199]
directory-entry: von Donner, R. H., in Fa. Conrad Hinrich Donner in Hbg., BCto. Reichsbank-Hauptstelle, I, 689, Flottbeker Chaussee 159a bbox=[1168, 484, 1508, 531]
directory-entry: Dobbertin, C., in Fa. Seeler & Dobbertin, Gählerstr. 1 bbox=[166, 424, 502, 455]
directory-entry: — Amandus, Gastwirtschaft, I, 4020, Rainkamp 6 bbox=[854, 469, 1170, 485]
directory-entry: — H., Gärtnergeh., Holstentwiete 3 bbox=[1168, 1297, 1395, 1313]
directory-entry: Donnermann, F. W. G., Zigarb., Langenfelderstr. 41 bbox=[1168, 530, 1495, 546]
directory-entry: — Henry, Mittagstisch, Barnerstr. 55 bbox=[510, 831, 745, 847]
directory-entry: Domdey, Adolf, Arb., Blumenstr. 25 bbox=[854, 1267, 1078, 1283]
directory-entry: — Gustav, Arb., Vossenstr. 33 bbox=[854, 545, 1041, 561]
directory-entry: — C., Tischler, Mörkenstr. 21 bbox=[854, 499, 1040, 515]
directory-entry: — Richard, Kaufm., I, 5006 N 2, Lessingstr. 16 bbox=[1168, 1207, 1466, 1223]
directory-entry: — Franz, Innenarchitekt, Königstr. 25, Wohn.: Kibbelstr. 18 bbox=[1168, 800, 1508, 831]
directory-entry: Dose siehe auch Dohse bbox=[1168, 1432, 1316, 1448]
side-banner bbox=[0, 0, 60, 2177]
directory-entry: — A. Wwe., privat., Bahrenfelder Chaussee 22 bbox=[510, 214, 807, 230]
directory-entry: — F. Frl., Lehrerin, Langenfelderstraße 41 bbox=[1168, 545, 1440, 561]
directory-entry: Döll, A., Kistenarb., Adolphstr. 81 bbox=[166, 1011, 381, 1027]
directory-entry: Dollhoff, Berta, Arb., Kirchenstr. 24 bbox=[854, 1101, 1081, 1117]
directory-entry: Dolle, H., Seemann, Lammstr. 34 bbox=[854, 1086, 1066, 1102]
